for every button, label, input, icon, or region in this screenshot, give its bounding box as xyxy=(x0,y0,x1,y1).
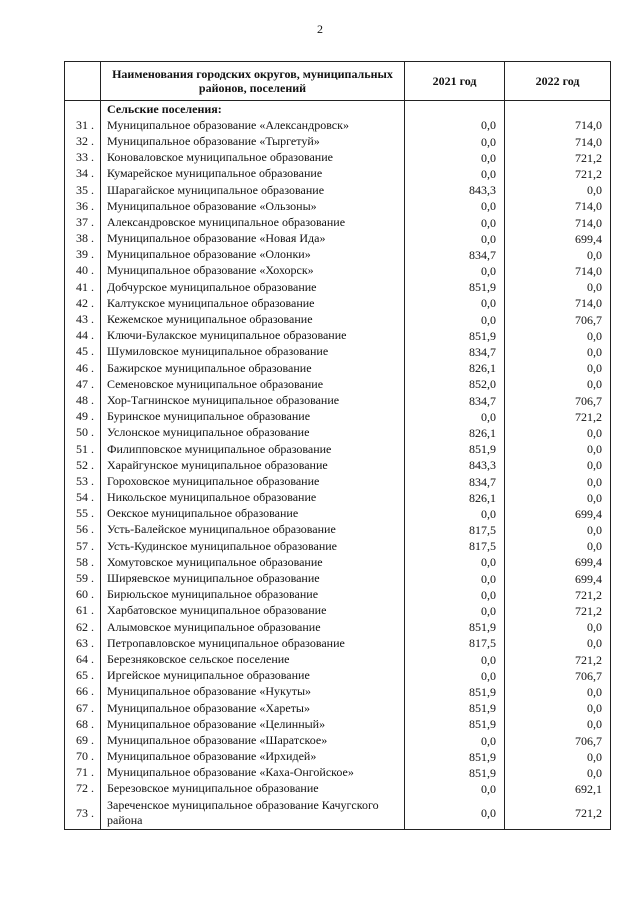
table-row xyxy=(65,344,611,360)
row-name: Березовское муниципальное образование xyxy=(101,781,405,797)
row-number: 58 . xyxy=(65,554,101,570)
table-row xyxy=(65,635,611,651)
header-num xyxy=(65,62,101,101)
row-number: 52 . xyxy=(65,457,101,473)
header-2022: 2022 год xyxy=(505,62,611,101)
row-value-2022: 706,7 xyxy=(505,732,611,748)
row-value-2021: 851,9 xyxy=(405,619,505,635)
row-name: Хор-Тагнинское муниципальное образование xyxy=(101,392,405,408)
row-name: Бирюльское муниципальное образование xyxy=(101,587,405,603)
row-name: Березняковское сельское поселение xyxy=(101,651,405,667)
row-value-2021: 0,0 xyxy=(405,214,505,230)
row-name: Кежемское муниципальное образование xyxy=(101,311,405,327)
table-row xyxy=(65,490,611,506)
row-value-2022: 706,7 xyxy=(505,668,611,684)
row-value-2021: 826,1 xyxy=(405,360,505,376)
row-value-2021: 0,0 xyxy=(405,198,505,214)
table-row xyxy=(65,392,611,408)
row-value-2021: 0,0 xyxy=(405,133,505,149)
row-name: Александровское муниципальное образование xyxy=(101,214,405,230)
row-value-2021: 843,3 xyxy=(405,182,505,198)
row-number: 53 . xyxy=(65,473,101,489)
row-value-2021: 817,5 xyxy=(405,635,505,651)
row-value-2021: 0,0 xyxy=(405,781,505,797)
table-row xyxy=(65,700,611,716)
row-name: Муниципальное образование «Шаратское» xyxy=(101,732,405,748)
row-value-2022: 714,0 xyxy=(505,295,611,311)
row-value-2022: 0,0 xyxy=(505,344,611,360)
row-number: 39 . xyxy=(65,247,101,263)
row-number: 49 . xyxy=(65,409,101,425)
row-value-2021: 826,1 xyxy=(405,490,505,506)
row-value-2022: 721,2 xyxy=(505,150,611,166)
table-row xyxy=(65,651,611,667)
row-number: 35 . xyxy=(65,182,101,198)
row-value-2021: 834,7 xyxy=(405,247,505,263)
row-value-2022: 0,0 xyxy=(505,328,611,344)
row-name: Муниципальное образование «Нукуты» xyxy=(101,684,405,700)
row-value-2022: 721,2 xyxy=(505,166,611,182)
row-number: 42 . xyxy=(65,295,101,311)
row-value-2022: 699,4 xyxy=(505,506,611,522)
row-value-2022: 0,0 xyxy=(505,700,611,716)
table-row xyxy=(65,166,611,182)
row-value-2022: 0,0 xyxy=(505,765,611,781)
row-name: Оекское муниципальное образование xyxy=(101,506,405,522)
row-number: 44 . xyxy=(65,328,101,344)
table-row xyxy=(65,214,611,230)
row-value-2022: 699,4 xyxy=(505,570,611,586)
row-value-2022: 714,0 xyxy=(505,133,611,149)
row-value-2021: 0,0 xyxy=(405,166,505,182)
row-name: Муниципальное образование «Тыргетуй» xyxy=(101,133,405,149)
table-header-row xyxy=(65,62,611,101)
row-number: 36 . xyxy=(65,198,101,214)
row-number: 69 . xyxy=(65,732,101,748)
row-value-2021: 0,0 xyxy=(405,554,505,570)
row-value-2022: 692,1 xyxy=(505,781,611,797)
row-value-2022: 0,0 xyxy=(505,247,611,263)
table-row xyxy=(65,716,611,732)
row-name: Услонское муниципальное образование xyxy=(101,425,405,441)
table-row xyxy=(65,684,611,700)
row-value-2021: 851,9 xyxy=(405,684,505,700)
row-value-2021: 0,0 xyxy=(405,506,505,522)
table-row xyxy=(65,425,611,441)
table-row xyxy=(65,328,611,344)
row-value-2022: 714,0 xyxy=(505,263,611,279)
table-row xyxy=(65,554,611,570)
table-row xyxy=(65,247,611,263)
row-value-2022: 721,2 xyxy=(505,797,611,830)
row-value-2022: 714,0 xyxy=(505,198,611,214)
row-name: Петропавловское муниципальное образование xyxy=(101,635,405,651)
row-number: 56 . xyxy=(65,522,101,538)
table-row xyxy=(65,506,611,522)
table-row xyxy=(65,441,611,457)
row-value-2021: 0,0 xyxy=(405,311,505,327)
table-row xyxy=(65,765,611,781)
table-row xyxy=(65,749,611,765)
row-name: Муниципальное образование «Каха-Онгойское» xyxy=(101,765,405,781)
row-value-2021: 0,0 xyxy=(405,150,505,166)
row-name: Никольское муниципальное образование xyxy=(101,490,405,506)
row-value-2022: 0,0 xyxy=(505,716,611,732)
row-value-2021: 0,0 xyxy=(405,409,505,425)
row-value-2022: 0,0 xyxy=(505,182,611,198)
row-value-2021: 834,7 xyxy=(405,392,505,408)
row-number: 70 . xyxy=(65,749,101,765)
row-number: 40 . xyxy=(65,263,101,279)
row-name: Харбатовское муниципальное образование xyxy=(101,603,405,619)
row-name: Добчурское муниципальное образование xyxy=(101,279,405,295)
row-number: 43 . xyxy=(65,311,101,327)
row-value-2021: 0,0 xyxy=(405,797,505,830)
row-value-2022: 721,2 xyxy=(505,651,611,667)
table-row xyxy=(65,360,611,376)
table-row xyxy=(65,263,611,279)
table-row xyxy=(65,182,611,198)
table-row xyxy=(65,619,611,635)
row-number: 71 . xyxy=(65,765,101,781)
row-value-2021: 0,0 xyxy=(405,263,505,279)
table-row xyxy=(65,295,611,311)
row-value-2021: 0,0 xyxy=(405,603,505,619)
row-name: Муниципальное образование «Ользоны» xyxy=(101,198,405,214)
row-number: 37 . xyxy=(65,214,101,230)
row-name: Харайгунское муниципальное образование xyxy=(101,457,405,473)
row-value-2021: 851,9 xyxy=(405,749,505,765)
section-row xyxy=(65,101,611,118)
row-value-2022: 714,0 xyxy=(505,214,611,230)
row-name: Муниципальное образование «Александровск» xyxy=(101,117,405,133)
row-name: Муниципальное образование «Целинный» xyxy=(101,716,405,732)
table-row xyxy=(65,603,611,619)
row-number: 46 . xyxy=(65,360,101,376)
row-number: 38 . xyxy=(65,231,101,247)
table-row xyxy=(65,117,611,133)
row-value-2022: 0,0 xyxy=(505,522,611,538)
row-value-2022: 0,0 xyxy=(505,279,611,295)
table-row xyxy=(65,231,611,247)
row-value-2022: 706,7 xyxy=(505,392,611,408)
row-value-2021: 0,0 xyxy=(405,668,505,684)
row-name: Иргейское муниципальное образование xyxy=(101,668,405,684)
row-value-2021: 851,9 xyxy=(405,700,505,716)
row-value-2022: 699,4 xyxy=(505,231,611,247)
row-value-2022: 0,0 xyxy=(505,441,611,457)
row-name: Алымовское муниципальное образование xyxy=(101,619,405,635)
row-number: 62 . xyxy=(65,619,101,635)
row-name: Хомутовское муниципальное образование xyxy=(101,554,405,570)
row-value-2022: 0,0 xyxy=(505,457,611,473)
row-number: 57 . xyxy=(65,538,101,554)
row-value-2022: 0,0 xyxy=(505,684,611,700)
row-number: 45 . xyxy=(65,344,101,360)
row-value-2022: 0,0 xyxy=(505,425,611,441)
row-value-2021: 834,7 xyxy=(405,344,505,360)
row-number: 33 . xyxy=(65,150,101,166)
row-name: Кумарейское муниципальное образование xyxy=(101,166,405,182)
section-label: Сельские поселения: xyxy=(101,101,405,118)
table-body xyxy=(65,101,611,830)
row-name: Муниципальное образование «Хохорск» xyxy=(101,263,405,279)
row-value-2022: 0,0 xyxy=(505,473,611,489)
row-number: 51 . xyxy=(65,441,101,457)
row-name: Муниципальное образование «Новая Ида» xyxy=(101,231,405,247)
row-value-2021: 851,9 xyxy=(405,279,505,295)
row-value-2021: 0,0 xyxy=(405,570,505,586)
row-number: 66 . xyxy=(65,684,101,700)
row-name: Ширяевское муниципальное образование xyxy=(101,570,405,586)
row-name: Муниципальное образование «Олонки» xyxy=(101,247,405,263)
budget-table xyxy=(64,61,611,830)
table-row xyxy=(65,668,611,684)
row-number: 47 . xyxy=(65,376,101,392)
row-value-2021: 851,9 xyxy=(405,765,505,781)
table-row xyxy=(65,587,611,603)
row-value-2021: 851,9 xyxy=(405,716,505,732)
table-row xyxy=(65,279,611,295)
row-value-2021: 0,0 xyxy=(405,587,505,603)
row-number: 50 . xyxy=(65,425,101,441)
row-value-2021: 843,3 xyxy=(405,457,505,473)
table-row xyxy=(65,376,611,392)
row-name: Муниципальное образование «Ирхидей» xyxy=(101,749,405,765)
row-value-2021: 0,0 xyxy=(405,732,505,748)
row-number: 59 . xyxy=(65,570,101,586)
row-number: 54 . xyxy=(65,490,101,506)
row-name: Коноваловское муниципальное образование xyxy=(101,150,405,166)
table-row xyxy=(65,781,611,797)
row-name: Шумиловское муниципальное образование xyxy=(101,344,405,360)
row-name: Калтукское муниципальное образование xyxy=(101,295,405,311)
row-value-2022: 0,0 xyxy=(505,360,611,376)
row-name: Усть-Балейское муниципальное образование xyxy=(101,522,405,538)
row-number: 32 . xyxy=(65,133,101,149)
row-value-2021: 834,7 xyxy=(405,473,505,489)
row-name: Гороховское муниципальное образование xyxy=(101,473,405,489)
row-name: Бажирское муниципальное образование xyxy=(101,360,405,376)
row-value-2022: 721,2 xyxy=(505,409,611,425)
row-name: Усть-Кудинское муниципальное образование xyxy=(101,538,405,554)
table-row xyxy=(65,133,611,149)
row-value-2021: 0,0 xyxy=(405,117,505,133)
row-value-2022: 0,0 xyxy=(505,538,611,554)
row-number: 61 . xyxy=(65,603,101,619)
row-name: Буринское муниципальное образование xyxy=(101,409,405,425)
table-row xyxy=(65,150,611,166)
row-value-2021: 817,5 xyxy=(405,522,505,538)
row-number: 64 . xyxy=(65,651,101,667)
row-number: 63 . xyxy=(65,635,101,651)
row-value-2022: 721,2 xyxy=(505,603,611,619)
row-value-2021: 852,0 xyxy=(405,376,505,392)
header-2021: 2021 год xyxy=(405,62,505,101)
row-number: 73 . xyxy=(65,797,101,830)
table-row xyxy=(65,198,611,214)
row-value-2022: 706,7 xyxy=(505,311,611,327)
row-name: Муниципальное образование «Хареты» xyxy=(101,700,405,716)
row-number: 60 . xyxy=(65,587,101,603)
row-name: Шарагайское муниципальное образование xyxy=(101,182,405,198)
table-row xyxy=(65,457,611,473)
table-row xyxy=(65,797,611,830)
row-value-2022: 0,0 xyxy=(505,635,611,651)
header-name: Наименования городских округов, муниципальных районов, поселений xyxy=(101,62,405,101)
row-number: 34 . xyxy=(65,166,101,182)
row-value-2022: 0,0 xyxy=(505,376,611,392)
table-row xyxy=(65,522,611,538)
page-number: 2 xyxy=(317,22,323,36)
row-number: 67 . xyxy=(65,700,101,716)
table-row xyxy=(65,570,611,586)
row-value-2022: 714,0 xyxy=(505,117,611,133)
row-name: Филипповское муниципальное образование xyxy=(101,441,405,457)
row-value-2021: 851,9 xyxy=(405,328,505,344)
row-value-2021: 0,0 xyxy=(405,231,505,247)
table-row xyxy=(65,473,611,489)
row-value-2022: 0,0 xyxy=(505,490,611,506)
table-row xyxy=(65,409,611,425)
row-value-2022: 0,0 xyxy=(505,749,611,765)
row-number: 68 . xyxy=(65,716,101,732)
row-value-2021: 826,1 xyxy=(405,425,505,441)
table-row xyxy=(65,538,611,554)
row-number: 72 . xyxy=(65,781,101,797)
row-value-2021: 0,0 xyxy=(405,295,505,311)
row-number: 48 . xyxy=(65,392,101,408)
row-value-2021: 851,9 xyxy=(405,441,505,457)
row-name: Ключи-Булакское муниципальное образование xyxy=(101,328,405,344)
row-number: 55 . xyxy=(65,506,101,522)
table-row xyxy=(65,732,611,748)
row-number: 31 . xyxy=(65,117,101,133)
table-row xyxy=(65,311,611,327)
row-value-2021: 817,5 xyxy=(405,538,505,554)
row-number: 65 . xyxy=(65,668,101,684)
row-name: Семеновское муниципальное образование xyxy=(101,376,405,392)
row-value-2022: 699,4 xyxy=(505,554,611,570)
row-number: 41 . xyxy=(65,279,101,295)
row-name: Зареченское муниципальное образование Качугского района xyxy=(101,797,405,830)
row-value-2021: 0,0 xyxy=(405,651,505,667)
row-value-2022: 0,0 xyxy=(505,619,611,635)
row-value-2022: 721,2 xyxy=(505,587,611,603)
